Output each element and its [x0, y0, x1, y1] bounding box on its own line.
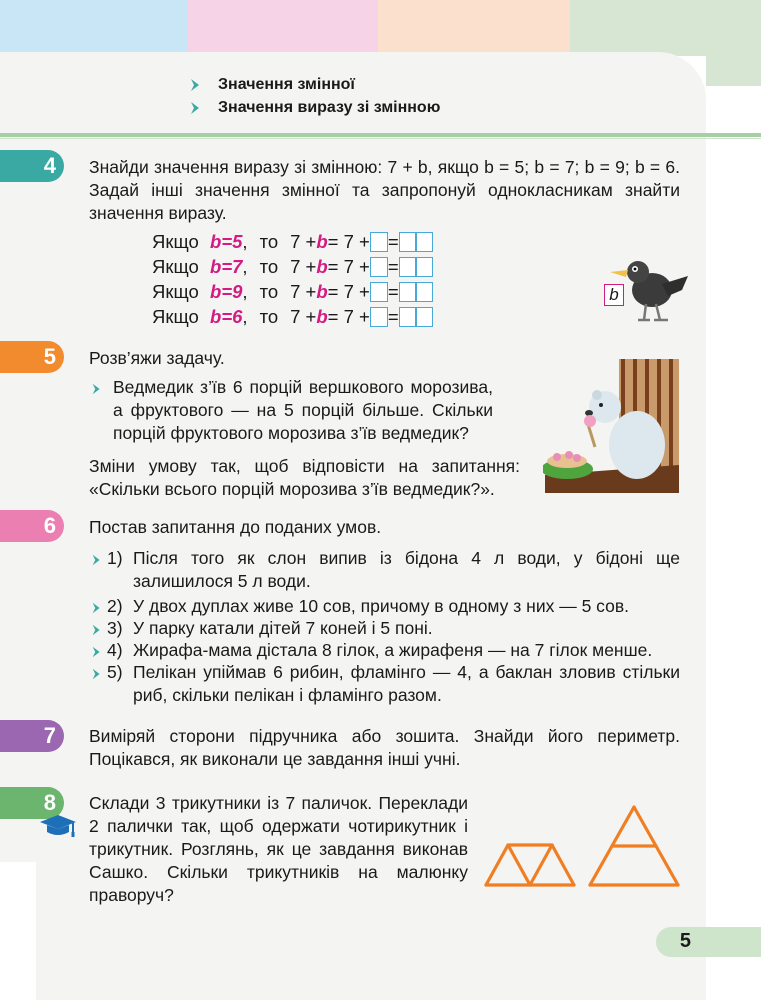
equation-row: Якщо b = 5 , то 7 + b = 7 + = [152, 229, 433, 254]
header-band-pink [188, 0, 378, 56]
answer-box-double[interactable] [399, 307, 433, 327]
chevron-right-icon [90, 623, 104, 637]
chevron-right-icon [188, 100, 204, 116]
answer-box-single[interactable] [370, 282, 388, 302]
sticks-illustration [482, 805, 682, 887]
topic-2 [188, 99, 440, 117]
eq-expr-start: 7 + [290, 255, 317, 277]
topic-label: Значення змінної [218, 76, 355, 93]
eq-expr-var: b [316, 280, 328, 302]
page-number: 5 [679, 930, 691, 952]
chevron-right-icon [188, 77, 204, 93]
equation-row: Якщо b = 7 , то 7 + b = 7 + = [152, 254, 433, 279]
eq-sign2: = [387, 255, 399, 277]
chevron-right-icon [90, 382, 104, 396]
task6-item-text: У парку катали дітей 7 коней і 5 поні. [133, 618, 433, 638]
chevron-right-icon [90, 667, 104, 681]
eq-to: то [259, 255, 279, 277]
eq-prefix: Якщо [152, 255, 199, 277]
task6-item-text: Після того як слон випив із бідона 4 л води, у бідоні ще залишилося 5 л води. [133, 548, 680, 591]
bear-illustration [543, 357, 681, 493]
eq-expr-start: 7 + [290, 305, 317, 327]
bear-icon [543, 357, 681, 493]
eq-value: 7 [232, 255, 243, 277]
answer-box-single[interactable] [370, 307, 388, 327]
topic-1 [188, 76, 355, 94]
letter-sign [604, 284, 624, 306]
eq-sign2: = [387, 305, 399, 327]
eq-value: 9 [232, 280, 243, 302]
chevron-right-icon [90, 553, 104, 567]
eq-value: 6 [232, 305, 243, 327]
header-band-peach [378, 0, 570, 56]
eq-prefix: Якщо [152, 305, 199, 327]
eq-sign: = [221, 280, 233, 302]
eq-sign2: = [387, 280, 399, 302]
equation-row: Якщо b = 9 , то 7 + b = 7 + = [152, 279, 433, 304]
task6-item-number: 4) [107, 640, 123, 660]
header-divider-thin [0, 138, 761, 139]
answer-box-single[interactable] [370, 232, 388, 252]
task6-item-text: Пелікан упіймав 6 рибин, фламінго — 4, а баклан зловив стільки риб, скільки пелікан і фламінго разом. [133, 662, 680, 705]
answer-box-double[interactable] [399, 257, 433, 277]
eq-to: то [259, 305, 279, 327]
eq-expr-start: 7 + [290, 230, 317, 252]
task6-item-number: 1) [107, 548, 123, 568]
task7-text: Виміряй сторони підручника або зошита. Знайди його периметр. Поцікався, як виконали це завдання інші учні. [89, 726, 680, 769]
stick [508, 845, 530, 885]
chevron-right-icon [90, 645, 104, 659]
page-number-bar [656, 927, 761, 957]
header-band-blue [0, 0, 188, 56]
task6-item-number: 2) [107, 596, 123, 616]
task6-item-text: У двох дуплах живе 10 сов, причому в одному з них — 5 сов. [133, 596, 629, 616]
task5-change: Зміни умову так, щоб відповісти на запитання: «Скільки всього порцій морозива з’їв ведмедик?». [89, 456, 520, 499]
eq-sign: = [221, 305, 233, 327]
eq-prefix: Якщо [152, 280, 199, 302]
task5-intro: Розв’яжи задачу. [89, 348, 225, 368]
topic-label: Значення виразу зі змінною [218, 99, 441, 116]
stick [530, 845, 552, 885]
eq-var: b [210, 280, 222, 302]
task4-text: Знайди значення виразу зі змінною: 7 + b, якщо b = 5; b = 7; b = 9; b = 6. Задай інші значення змінної та запропонуй однокласникам знайти значення виразу. [89, 157, 680, 223]
task-number-badge: 5 [0, 341, 64, 373]
eq-sign: = [221, 255, 233, 277]
equation-row: Якщо b = 6 , то 7 + b = 7 + = [152, 304, 433, 329]
task5-problem: Ведмедик з’їв 6 порцій вершкового морозива, а фруктового — на 5 порцій більше. Скільки порцій фруктового морозива з’їв ведмедик? [113, 377, 493, 443]
letter-sign-text: b [609, 285, 619, 304]
header-band-green [570, 0, 761, 56]
eq-var: b [210, 255, 222, 277]
graduation-cap-icon [38, 813, 78, 839]
eq-rhs: = 7 + [327, 305, 370, 327]
eq-prefix: Якщо [152, 230, 199, 252]
answer-box-double[interactable] [399, 232, 433, 252]
eq-expr-start: 7 + [290, 280, 317, 302]
eq-rhs: = 7 + [327, 230, 370, 252]
task6-item-number: 5) [107, 662, 123, 682]
task6-intro: Постав запитання до поданих умов. [89, 517, 382, 537]
eq-expr-var: b [316, 230, 328, 252]
eq-to: то [259, 230, 279, 252]
task6-item-number: 3) [107, 618, 123, 638]
header-divider [0, 133, 761, 137]
task-number-badge: 6 [0, 510, 64, 542]
chevron-right-icon [90, 601, 104, 615]
task-number-badge: 7 [0, 720, 64, 752]
task-number-badge: 8 [0, 787, 64, 819]
eq-to: то [259, 280, 279, 302]
eq-expr-var: b [316, 255, 328, 277]
answer-box-double[interactable] [399, 282, 433, 302]
eq-sign2: = [387, 230, 399, 252]
eq-var: b [210, 305, 222, 327]
stick [552, 845, 574, 885]
task-number-badge: 4 [0, 150, 64, 182]
header-band-green-right [706, 56, 761, 86]
task8-text: Склади 3 трикутники із 7 паличок. Переклади 2 палички так, щоб одержати чотирикутник і трикутник. Розглянь, як це завдання виконав Сашко. Скільки трикутників на малюнку праворуч? [89, 793, 468, 905]
eq-rhs: = 7 + [327, 280, 370, 302]
answer-box-single[interactable] [370, 257, 388, 277]
eq-var: b [210, 230, 222, 252]
eq-value: 5 [232, 230, 243, 252]
task6-item-text: Жирафа-мама дістала 8 гілок, а жирафеня — на 7 гілок менше. [133, 640, 653, 660]
stick [486, 845, 508, 885]
eq-sign: = [221, 230, 233, 252]
eq-rhs: = 7 + [327, 255, 370, 277]
eq-expr-var: b [316, 305, 328, 327]
